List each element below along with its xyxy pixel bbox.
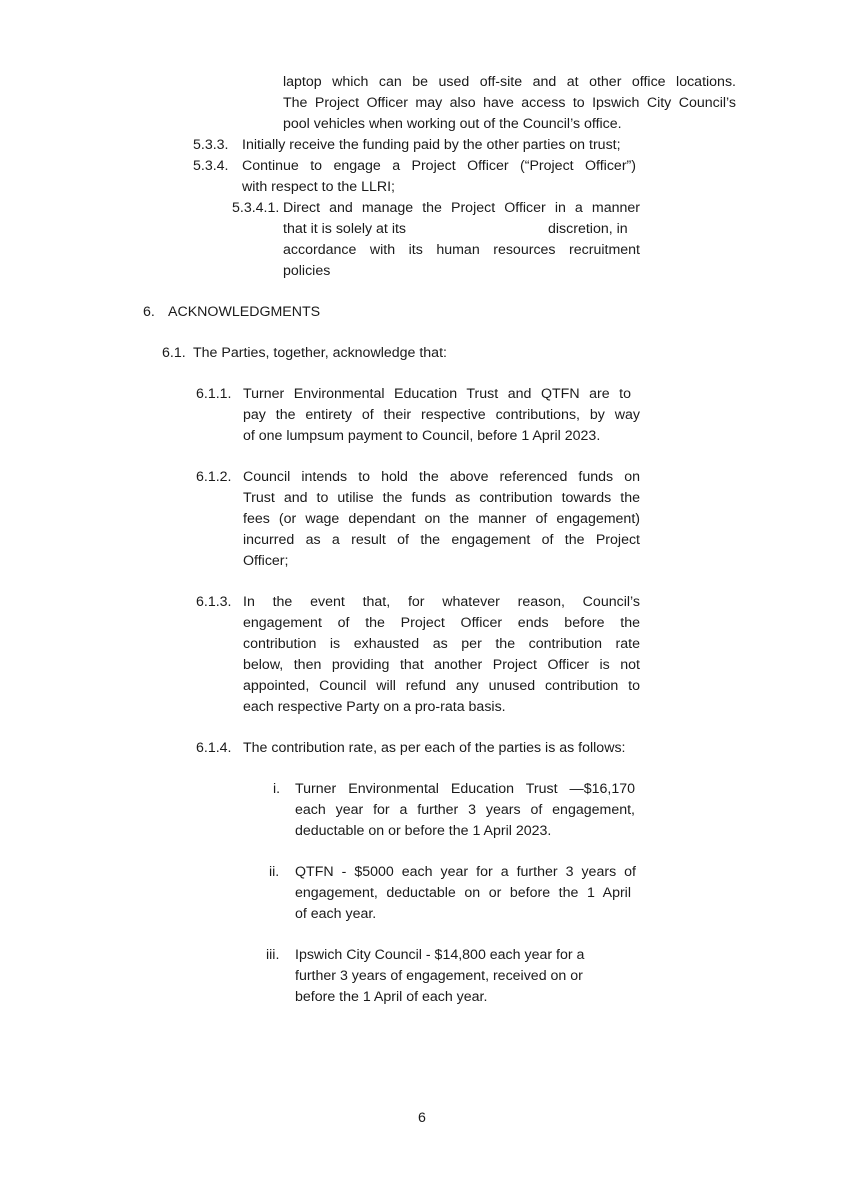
clause-number: 6.1.3. [196,594,232,610]
text-line: Turner Environmental Education Trust —$16,170 [295,781,635,797]
text-line: Initially receive the funding paid by the other parties on trust; [242,137,621,153]
text-line: Trust and to utilise the funds as contribution towards the [243,490,640,506]
text-line: The Parties, together, acknowledge that: [193,345,447,361]
clause-number: 6.1.4. [196,740,232,756]
clause-number: 5.3.4.1. [232,200,280,216]
clause-number: 6.1. [162,345,186,361]
text-line: Council intends to hold the above referenced funds on [243,469,640,485]
list-numeral: i. [273,781,281,797]
text-line: incurred as a result of the engagement of the Project [243,532,640,548]
list-numeral: ii. [269,864,280,880]
clause-number: 5.3.4. [193,158,229,174]
text-line: pool vehicles when working out of the Council’s office. [283,116,622,132]
text-line: of each year. [295,906,377,922]
text-line: discretion, in [548,221,628,237]
text-line: engagement of the Project Officer ends before the [243,615,640,631]
text-line: with respect to the LLRI; [242,179,395,195]
text-line: The Project Officer may also have access to Ipswich City Council’s [283,95,736,111]
section-number: 6. [143,304,155,320]
text-line: that it is solely at its [283,221,407,237]
text-line: Direct and manage the Project Officer in a manner [283,200,640,216]
text-line: contribution is exhausted as per the contribution rate [243,636,640,652]
text-line: deductable on or before the 1 April 2023. [295,823,552,839]
text-line: Officer; [243,553,289,569]
text-line: accordance with its human resources recruitment [283,242,640,258]
text-line: laptop which can be used off-site and at other office locations. [283,74,736,90]
text-line: further 3 years of engagement, received on or [295,968,583,984]
text-line: The contribution rate, as per each of the parties is as follows: [243,740,626,756]
text-line: QTFN - $5000 each year for a further 3 years of [295,864,636,880]
list-numeral: iii. [266,947,280,963]
text-line: each respective Party on a pro-rata basis. [243,699,506,715]
text-line: each year for a further 3 years of engagement, [295,802,635,818]
text-line: pay the entirety of their respective contributions, by way [243,407,640,423]
text-line: appointed, Council will refund any unused contribution to [243,678,640,694]
text-line: Continue to engage a Project Officer (“Project Officer”) [242,158,636,174]
text-line: Ipswich City Council - $14,800 each year for a [295,947,585,963]
clause-number: 6.1.2. [196,469,232,485]
text-line: fees (or wage dependant on the manner of engagement) [243,511,640,527]
clause-number: 6.1.1. [196,386,232,402]
text-line: policies [283,263,331,279]
text-line: In the event that, for whatever reason, Council’s [243,594,640,610]
text-line: Turner Environmental Education Trust and QTFN are to [243,386,631,402]
clause-number: 5.3.3. [193,137,229,153]
section-title: ACKNOWLEDGMENTS [168,304,321,320]
text-line: engagement, deductable on or before the 1 April [295,885,631,901]
text-line: before the 1 April of each year. [295,989,488,1005]
page-number: 6 [418,1110,426,1126]
text-line: of one lumpsum payment to Council, before 1 April 2023. [243,428,601,444]
text-line: below, then providing that another Project Officer is not [243,657,640,673]
